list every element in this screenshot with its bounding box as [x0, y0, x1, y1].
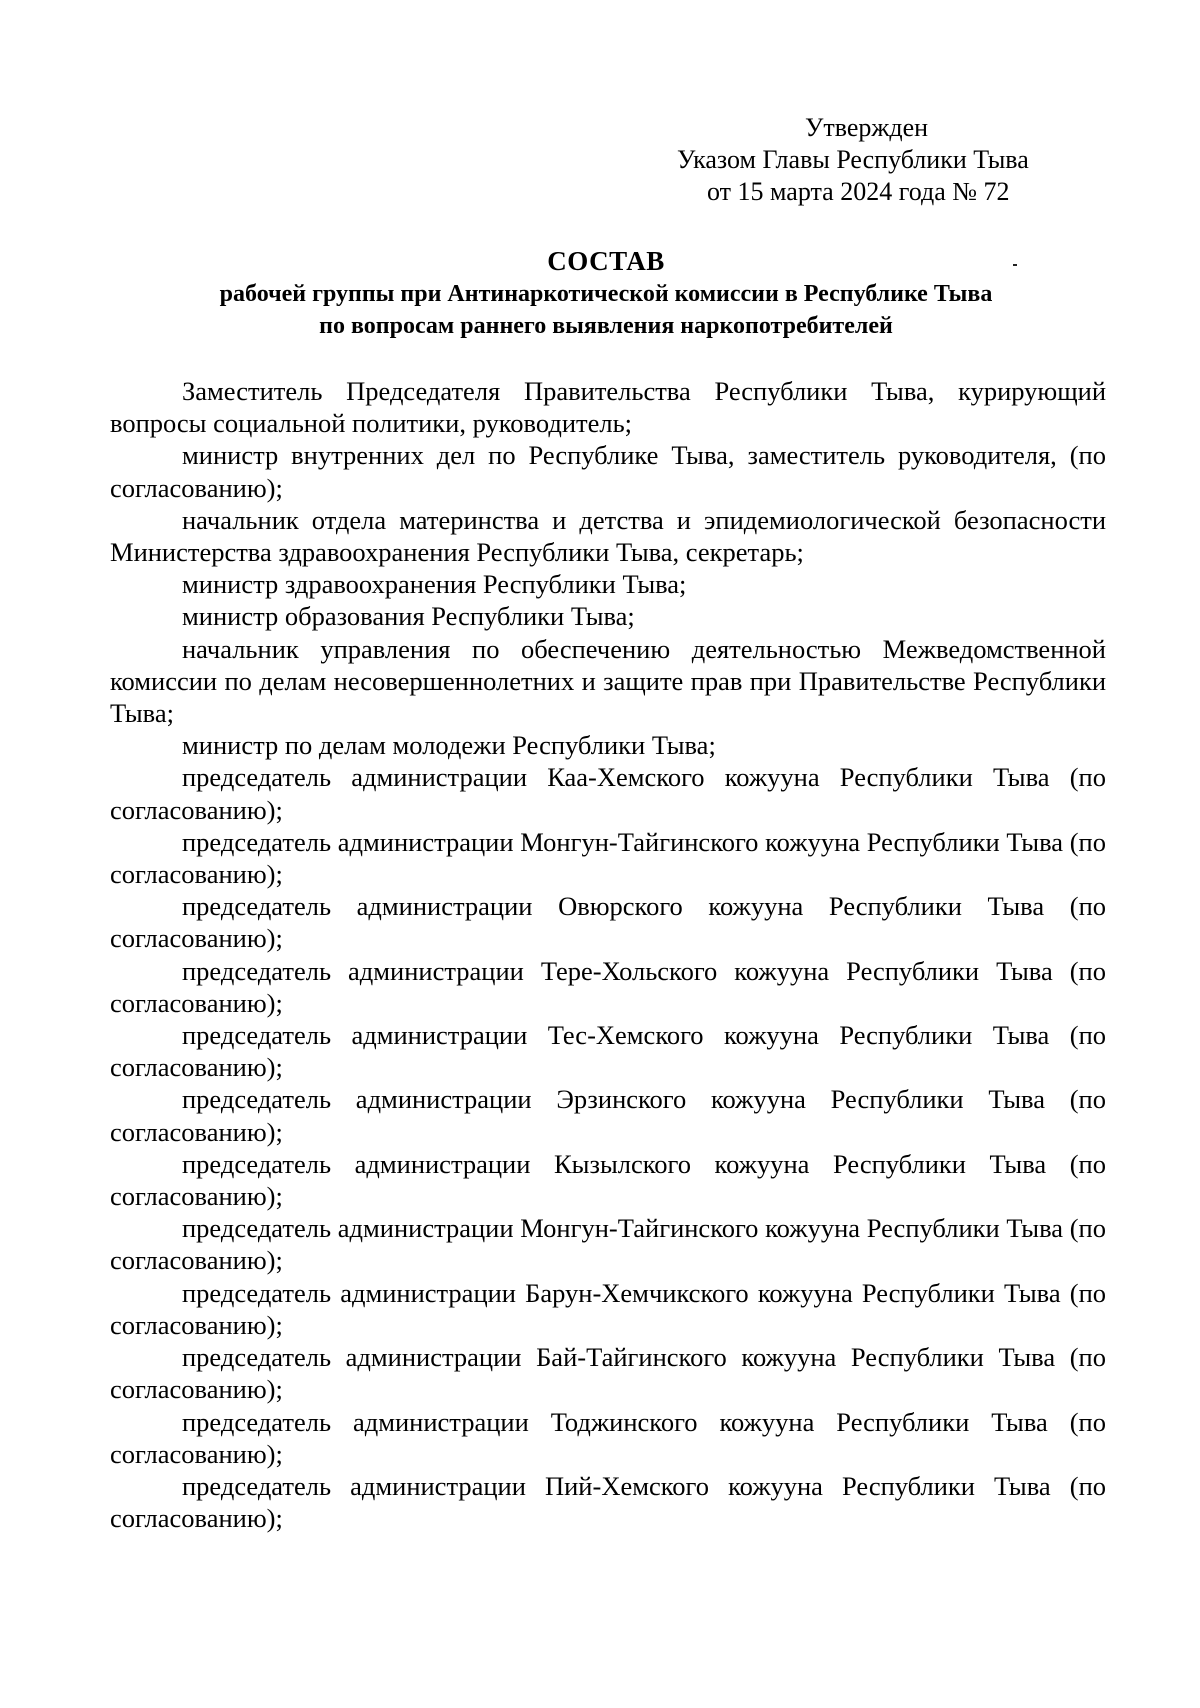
approval-status: Утвержден: [805, 113, 929, 142]
members-list: [110, 375, 1106, 1534]
member-entry: министр образования Республики Тыва;: [182, 601, 635, 632]
member-entry: председатель администрации Монгун-Тайгинского кожууна Республики Тыва (по согласованию);: [110, 826, 1106, 890]
member-entry: председатель администрации Эрзинского кожууна Республики Тыва (по согласованию);: [110, 1084, 1106, 1147]
title-subtitle-line-2: по вопросам раннего выявления наркопотребителей: [319, 313, 893, 339]
member-entry: председатель администрации Тес-Хемского кожууна Республики Тыва (по согласованию);: [110, 1020, 1106, 1083]
member-entry: председатель администрации Тере-Хольского кожууна Республики Тыва (по согласованию);: [110, 955, 1106, 1018]
member-entry: председатель администрации Бай-Тайгинского кожууна Республики Тыва (по согласованию);: [110, 1342, 1106, 1405]
document-title: [110, 244, 1102, 342]
member-entry: председатель администрации Тоджинского кожууна Республики Тыва (по согласованию);: [110, 1406, 1106, 1469]
member-entry: председатель администрации Кызылского кожууна Республики Тыва (по согласованию);: [110, 1148, 1106, 1212]
member-entry: министр внутренних дел по Республике Тыва, заместитель руководителя, (по согласованию);: [110, 440, 1106, 503]
title-subtitle-line-1: рабочей группы при Антинаркотической комиссии в Республике Тыва: [219, 281, 993, 307]
scan-mark: [1013, 264, 1017, 266]
approval-authority: Указом Главы Республики Тыва: [677, 145, 1029, 174]
member-entry: министр по делам молодежи Республики Тыва;: [182, 730, 716, 761]
member-entry: начальник отдела материнства и детства и эпидемиологической безопасности Министерства здравоохранения Республики Тыва, секретарь;: [110, 504, 1106, 568]
member-entry: председатель администрации Каа-Хемского кожууна Республики Тыва (по согласованию);: [110, 762, 1106, 825]
member-entry: председатель администрации Барун-Хемчикского кожууна Республики Тыва (по согласованию);: [110, 1277, 1106, 1340]
member-entry: министр здравоохранения Республики Тыва;: [182, 569, 687, 600]
member-entry: Заместитель Председателя Правительства Республики Тыва, курирующий вопросы социальной политики, руководитель;: [110, 376, 1106, 439]
approval-date-number: от 15 марта 2024 года № 72: [707, 177, 1010, 206]
member-entry: председатель администрации Монгун-Тайгинского кожууна Республики Тыва (по согласованию);: [110, 1213, 1106, 1276]
member-entry: председатель администрации Пий-Хемского кожууна Республики Тыва (по согласованию);: [110, 1470, 1106, 1534]
member-entry: председатель администрации Овюрского кожууна Республики Тыва (по согласованию);: [110, 891, 1106, 954]
approval-stamp: [0, 112, 1200, 208]
title-main: СОСТАВ: [547, 246, 665, 276]
member-entry: начальник управления по обеспечению деятельностью Межведомственной комиссии по делам несовершеннолетних и защите прав при Правительстве Республики Тыва;: [110, 633, 1106, 729]
